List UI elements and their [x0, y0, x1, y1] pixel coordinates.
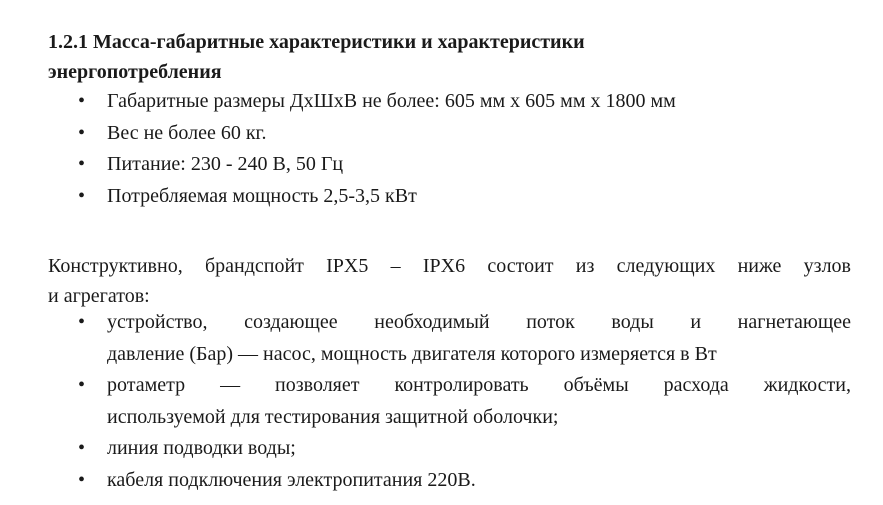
bullet-icon: •	[78, 184, 86, 207]
components-item-line-1: кабеля подключения электропитания 220В.	[107, 468, 476, 491]
specs-item-text: Габаритные размеры ДхШхВ не более: 605 мм х 605 мм х 1800 мм	[107, 90, 676, 112]
components-list-item	[48, 370, 851, 433]
bullet-icon: •	[78, 90, 86, 112]
components-list-item	[48, 465, 851, 497]
construction-paragraph-line-2: и агрегатов:	[48, 285, 150, 307]
specs-item-text: Потребляемая мощность 2,5-3,5 кВт	[107, 184, 417, 207]
components-list-item	[48, 307, 851, 370]
specs-item-text: Вес не более 60 кг.	[107, 121, 267, 144]
components-item-line-2: используемой для тестирования защитной оболочки;	[107, 405, 559, 428]
specs-list-item	[48, 149, 676, 181]
bullet-icon: •	[78, 437, 86, 459]
section-heading	[48, 27, 848, 87]
specs-list-item	[48, 118, 676, 150]
bullet-icon: •	[78, 121, 86, 144]
specs-list-item	[48, 181, 676, 213]
section-heading-line-2: энергопотребления	[48, 61, 222, 83]
specs-list	[48, 86, 676, 212]
bullet-icon: •	[78, 374, 86, 396]
bullet-icon: •	[78, 468, 86, 491]
bullet-icon: •	[78, 153, 86, 175]
bullet-icon: •	[78, 311, 86, 333]
components-item-line-1: линия подводки воды;	[107, 437, 296, 459]
construction-paragraph	[48, 251, 851, 311]
section-heading-line-1: 1.2.1 Масса-габаритные характеристики и характеристики	[48, 31, 585, 53]
components-item-line-1: устройство, создающее необходимый поток воды и нагнетающее	[107, 311, 851, 333]
specs-list-item	[48, 86, 676, 118]
specs-item-text: Питание: 230 - 240 В, 50 Гц	[107, 153, 344, 175]
components-item-line-1: ротаметр — позволяет контролировать объёмы расхода жидкости,	[107, 374, 851, 396]
components-list-item	[48, 433, 851, 465]
construction-paragraph-line-1: Конструктивно, брандспойт IPX5 – IPX6 состоит из следующих ниже узлов	[48, 255, 851, 277]
components-item-line-2: давление (Бар) — насос, мощность двигателя которого измеряется в Вт	[107, 342, 717, 365]
components-list	[48, 307, 851, 496]
